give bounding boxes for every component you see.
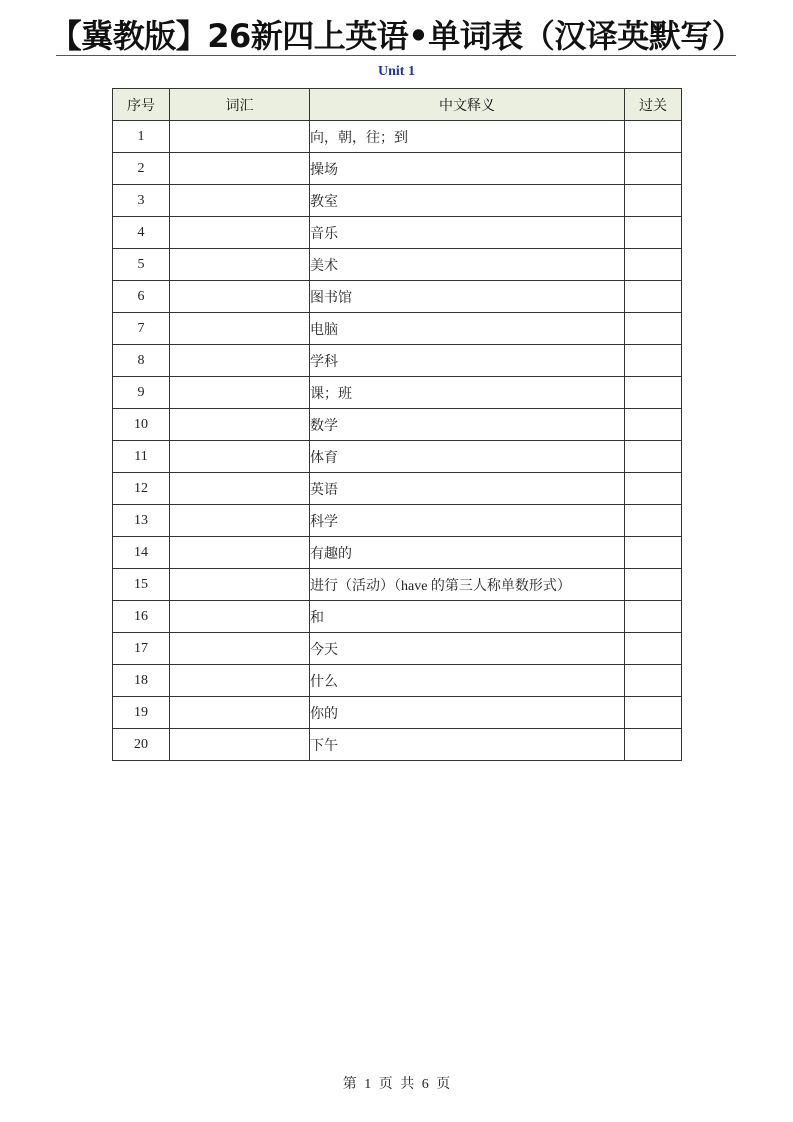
row-meaning: 你的	[310, 697, 625, 729]
row-number: 2	[113, 153, 170, 185]
pass-check-cell[interactable]	[625, 473, 682, 505]
pass-check-cell[interactable]	[625, 217, 682, 249]
vocabulary-table	[112, 88, 682, 761]
row-number: 5	[113, 249, 170, 281]
pass-check-cell[interactable]	[625, 249, 682, 281]
pass-check-cell[interactable]	[625, 313, 682, 345]
pass-check-cell[interactable]	[625, 185, 682, 217]
row-number: 15	[113, 569, 170, 601]
table-header-row	[113, 89, 682, 121]
page-number: 第 1 页 共 6 页	[342, 1077, 451, 1092]
document-title: 【冀教版】26新四上英语•单词表（汉译英默写）	[49, 17, 744, 55]
word-answer-cell[interactable]	[170, 665, 310, 697]
header-pass: 过关	[625, 89, 682, 121]
row-meaning: 科学	[310, 505, 625, 537]
table-row	[113, 249, 682, 281]
row-number: 7	[113, 313, 170, 345]
row-meaning: 进行（活动）（have 的第三人称单数形式）	[310, 569, 625, 601]
table-row	[113, 217, 682, 249]
word-answer-cell[interactable]	[170, 729, 310, 761]
pass-check-cell[interactable]	[625, 505, 682, 537]
pass-check-cell[interactable]	[625, 441, 682, 473]
word-answer-cell[interactable]	[170, 313, 310, 345]
row-number: 17	[113, 633, 170, 665]
word-answer-cell[interactable]	[170, 569, 310, 601]
table-row	[113, 665, 682, 697]
row-number: 6	[113, 281, 170, 313]
word-answer-cell[interactable]	[170, 505, 310, 537]
pass-check-cell[interactable]	[625, 569, 682, 601]
table-row	[113, 121, 682, 153]
word-answer-cell[interactable]	[170, 633, 310, 665]
row-number: 12	[113, 473, 170, 505]
pass-check-cell[interactable]	[625, 281, 682, 313]
table-row	[113, 153, 682, 185]
row-meaning: 英语	[310, 473, 625, 505]
word-answer-cell[interactable]	[170, 217, 310, 249]
row-number: 4	[113, 217, 170, 249]
row-meaning: 美术	[310, 249, 625, 281]
pass-check-cell[interactable]	[625, 121, 682, 153]
pass-check-cell[interactable]	[625, 601, 682, 633]
table-row	[113, 697, 682, 729]
row-number: 20	[113, 729, 170, 761]
table-row	[113, 505, 682, 537]
pass-check-cell[interactable]	[625, 377, 682, 409]
row-meaning: 什么	[310, 665, 625, 697]
row-number: 10	[113, 409, 170, 441]
table-row	[113, 345, 682, 377]
table-row	[113, 729, 682, 761]
pass-check-cell[interactable]	[625, 697, 682, 729]
row-meaning: 教室	[310, 185, 625, 217]
row-number: 13	[113, 505, 170, 537]
table-row	[113, 377, 682, 409]
word-answer-cell[interactable]	[170, 281, 310, 313]
row-number: 8	[113, 345, 170, 377]
word-answer-cell[interactable]	[170, 121, 310, 153]
title-underline	[56, 55, 736, 56]
word-answer-cell[interactable]	[170, 537, 310, 569]
word-answer-cell[interactable]	[170, 697, 310, 729]
table-row	[113, 601, 682, 633]
row-meaning: 图书馆	[310, 281, 625, 313]
table-row	[113, 569, 682, 601]
table-row	[113, 441, 682, 473]
table-row	[113, 409, 682, 441]
word-answer-cell[interactable]	[170, 409, 310, 441]
pass-check-cell[interactable]	[625, 345, 682, 377]
word-answer-cell[interactable]	[170, 185, 310, 217]
row-meaning: 音乐	[310, 217, 625, 249]
row-number: 11	[113, 441, 170, 473]
row-number: 1	[113, 121, 170, 153]
pass-check-cell[interactable]	[625, 665, 682, 697]
word-answer-cell[interactable]	[170, 601, 310, 633]
table-row	[113, 473, 682, 505]
table-row	[113, 633, 682, 665]
pass-check-cell[interactable]	[625, 729, 682, 761]
row-meaning: 下午	[310, 729, 625, 761]
row-number: 19	[113, 697, 170, 729]
row-number: 9	[113, 377, 170, 409]
pass-check-cell[interactable]	[625, 633, 682, 665]
row-meaning: 数学	[310, 409, 625, 441]
row-meaning: 课；班	[310, 377, 625, 409]
row-meaning: 体育	[310, 441, 625, 473]
word-answer-cell[interactable]	[170, 153, 310, 185]
header-meaning: 中文释义	[310, 89, 625, 121]
word-answer-cell[interactable]	[170, 377, 310, 409]
row-meaning: 学科	[310, 345, 625, 377]
table-row	[113, 537, 682, 569]
row-meaning: 和	[310, 601, 625, 633]
header-word: 词汇	[170, 89, 310, 121]
row-meaning: 今天	[310, 633, 625, 665]
row-number: 18	[113, 665, 170, 697]
table-row	[113, 185, 682, 217]
unit-heading: Unit 1	[378, 64, 415, 79]
word-answer-cell[interactable]	[170, 249, 310, 281]
row-meaning: 电脑	[310, 313, 625, 345]
pass-check-cell[interactable]	[625, 153, 682, 185]
pass-check-cell[interactable]	[625, 409, 682, 441]
table-row	[113, 281, 682, 313]
row-meaning: 有趣的	[310, 537, 625, 569]
table-row	[113, 313, 682, 345]
word-answer-cell[interactable]	[170, 345, 310, 377]
word-answer-cell[interactable]	[170, 441, 310, 473]
row-meaning: 操场	[310, 153, 625, 185]
word-answer-cell[interactable]	[170, 473, 310, 505]
row-number: 16	[113, 601, 170, 633]
pass-check-cell[interactable]	[625, 537, 682, 569]
row-meaning: 向，朝，往；到	[310, 121, 625, 153]
row-number: 3	[113, 185, 170, 217]
row-number: 14	[113, 537, 170, 569]
header-number: 序号	[113, 89, 170, 121]
